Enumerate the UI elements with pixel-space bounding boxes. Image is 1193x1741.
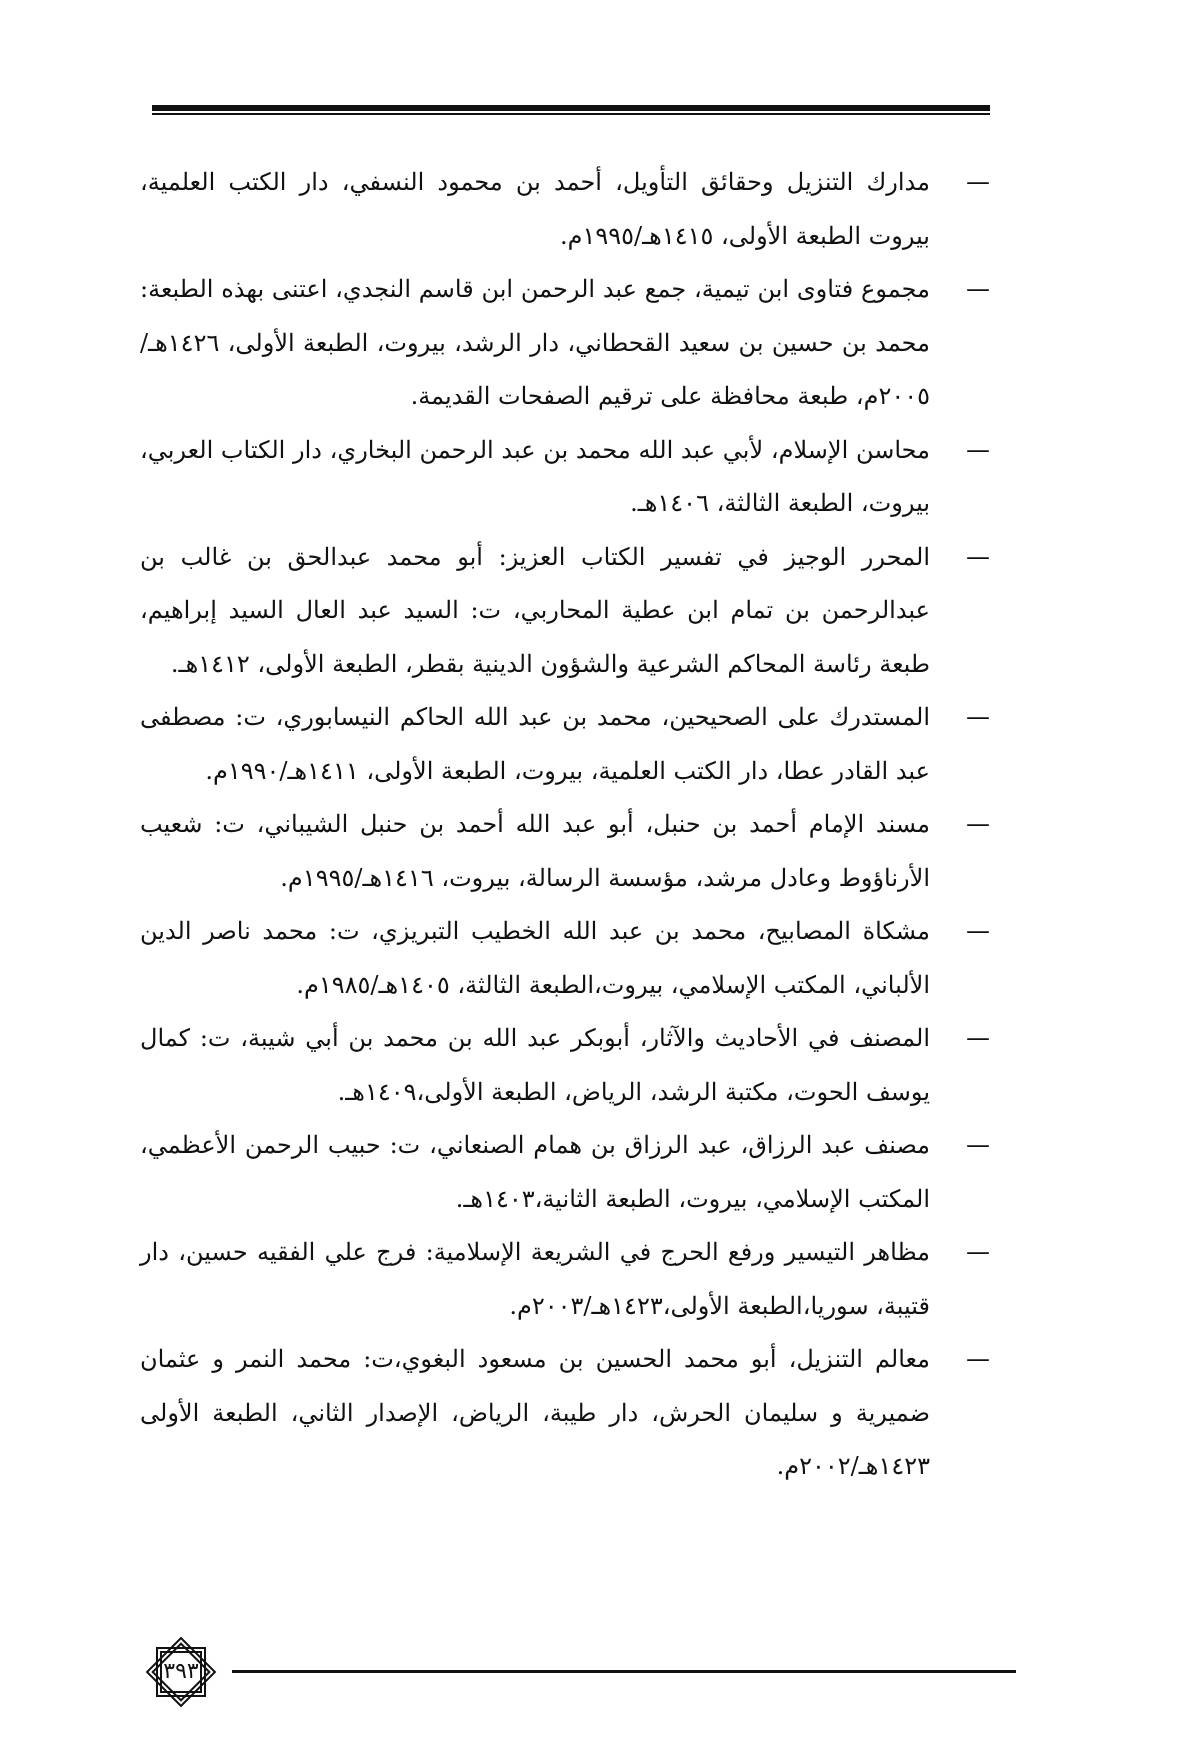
header-rule-thick	[152, 105, 990, 111]
entry-text: المحرر الوجيز في تفسير الكتاب العزيز: أبو محمد عبدالحق بن غالب بن عبدالرحمن بن تمام ابن عطية المحاربي، ت: السيد عبد العال السيد إبراهيم، طبعة رئاسة المحاكم الشرعية والشؤون الدينية بقطر، الطبعة الأولى، ١٤١٢هـ.	[140, 542, 930, 678]
entry-dash: —	[966, 168, 990, 196]
bibliography-entry	[140, 531, 990, 692]
entry-dash: —	[966, 542, 990, 571]
entry-dash: —	[966, 810, 990, 838]
bibliography-entry	[140, 1333, 990, 1494]
entry-text: معالم التنزيل، أبو محمد الحسين بن مسعود البغوي،ت: محمد النمر و عثمان ضميرية و سليمان الحرش، دار طيبة، الرياض، الإصدار الثاني، الطبعة الأولى ١٤٢٣هـ/٢٠٠٢م.	[140, 1345, 930, 1480]
header-double-rule	[152, 105, 990, 116]
bibliography-entry	[140, 798, 990, 905]
page-number-badge	[140, 1631, 222, 1713]
entry-dash: —	[966, 275, 990, 303]
bibliography-entry	[140, 691, 990, 798]
entry-text: مدارك التنزيل وحقائق التأويل، أحمد بن محمود النسفي، دار الكتب العلمية، بيروت الطبعة الأولى، ١٤١٥هـ/١٩٩٥م.	[140, 168, 930, 250]
entry-text: محاسن الإسلام، لأبي عبد الله محمد بن عبد الرحمن البخاري، دار الكتاب العربي، بيروت، الطبعة الثالثة، ١٤٠٦هـ.	[140, 435, 930, 517]
bibliography-entry	[140, 905, 990, 1012]
bibliography-entry	[140, 424, 990, 531]
entry-dash: —	[966, 703, 990, 731]
entry-dash: —	[966, 1024, 990, 1052]
entry-text: المستدرك على الصحيحين، محمد بن عبد الله الحاكم النيسابوري، ت: مصطفى عبد القادر عطا، دار الكتب العلمية، بيروت، الطبعة الأولى، ١٤١١هـ/١٩٩٠م.	[140, 703, 930, 785]
entry-text: مسند الإمام أحمد بن حنبل، أبو عبد الله أحمد بن حنبل الشيباني، ت: شعيب الأرناؤوط وعادل مرشد، مؤسسة الرسالة، بيروت، ١٤١٦هـ/١٩٩٥م.	[140, 810, 930, 892]
bibliography-entry	[140, 1226, 990, 1333]
entry-dash: —	[966, 1345, 990, 1373]
page-number: ٣٩٣	[163, 1659, 199, 1684]
entry-text: المصنف في الأحاديث والآثار، أبوبكر عبد الله بن محمد بن أبي شيبة، ت: كمال يوسف الحوت، مكتبة الرشد، الرياض، الطبعة الأولى،١٤٠٩هـ.	[140, 1024, 930, 1106]
entry-text: مجموع فتاوى ابن تيمية، جمع عبد الرحمن ابن قاسم النجدي، اعتنى بهذه الطبعة: محمد بن حسين بن سعيد القحطاني، دار الرشد، بيروت، الطبعة الأولى، ١٤٢٦هـ/٢٠٠٥م، طبعة محافظة على ترقيم الصفحات القديمة.	[140, 275, 930, 410]
bibliography-entry	[140, 1012, 990, 1119]
bibliography-entry	[140, 156, 990, 263]
entry-dash: —	[966, 1131, 990, 1159]
entry-text: مصنف عبد الرزاق، عبد الرزاق بن همام الصنعاني، ت: حبيب الرحمن الأعظمي، المكتب الإسلامي، بيروت، الطبعة الثانية،١٤٠٣هـ.	[140, 1131, 930, 1213]
bibliography-entry	[140, 1119, 990, 1226]
entry-dash: —	[966, 435, 990, 464]
entry-text: مشكاة المصابيح، محمد بن عبد الله الخطيب التبريزي، ت: محمد ناصر الدين الألباني، المكتب الإسلامي، بيروت،الطبعة الثالثة، ١٤٠٥هـ/١٩٨٥م.	[140, 917, 930, 999]
entry-dash: —	[966, 917, 990, 945]
entry-text: مظاهر التيسير ورفع الحرج في الشريعة الإسلامية: فرج علي الفقيه حسين، دار قتيبة، سوريا،الطبعة الأولى،١٤٢٣هـ/٢٠٠٣م.	[140, 1238, 931, 1320]
header-rule-thin	[152, 113, 990, 115]
entry-dash: —	[966, 1238, 990, 1266]
footer-rule	[232, 1670, 1016, 1673]
bibliography-entry	[140, 263, 990, 424]
bibliography-list	[140, 156, 990, 1494]
